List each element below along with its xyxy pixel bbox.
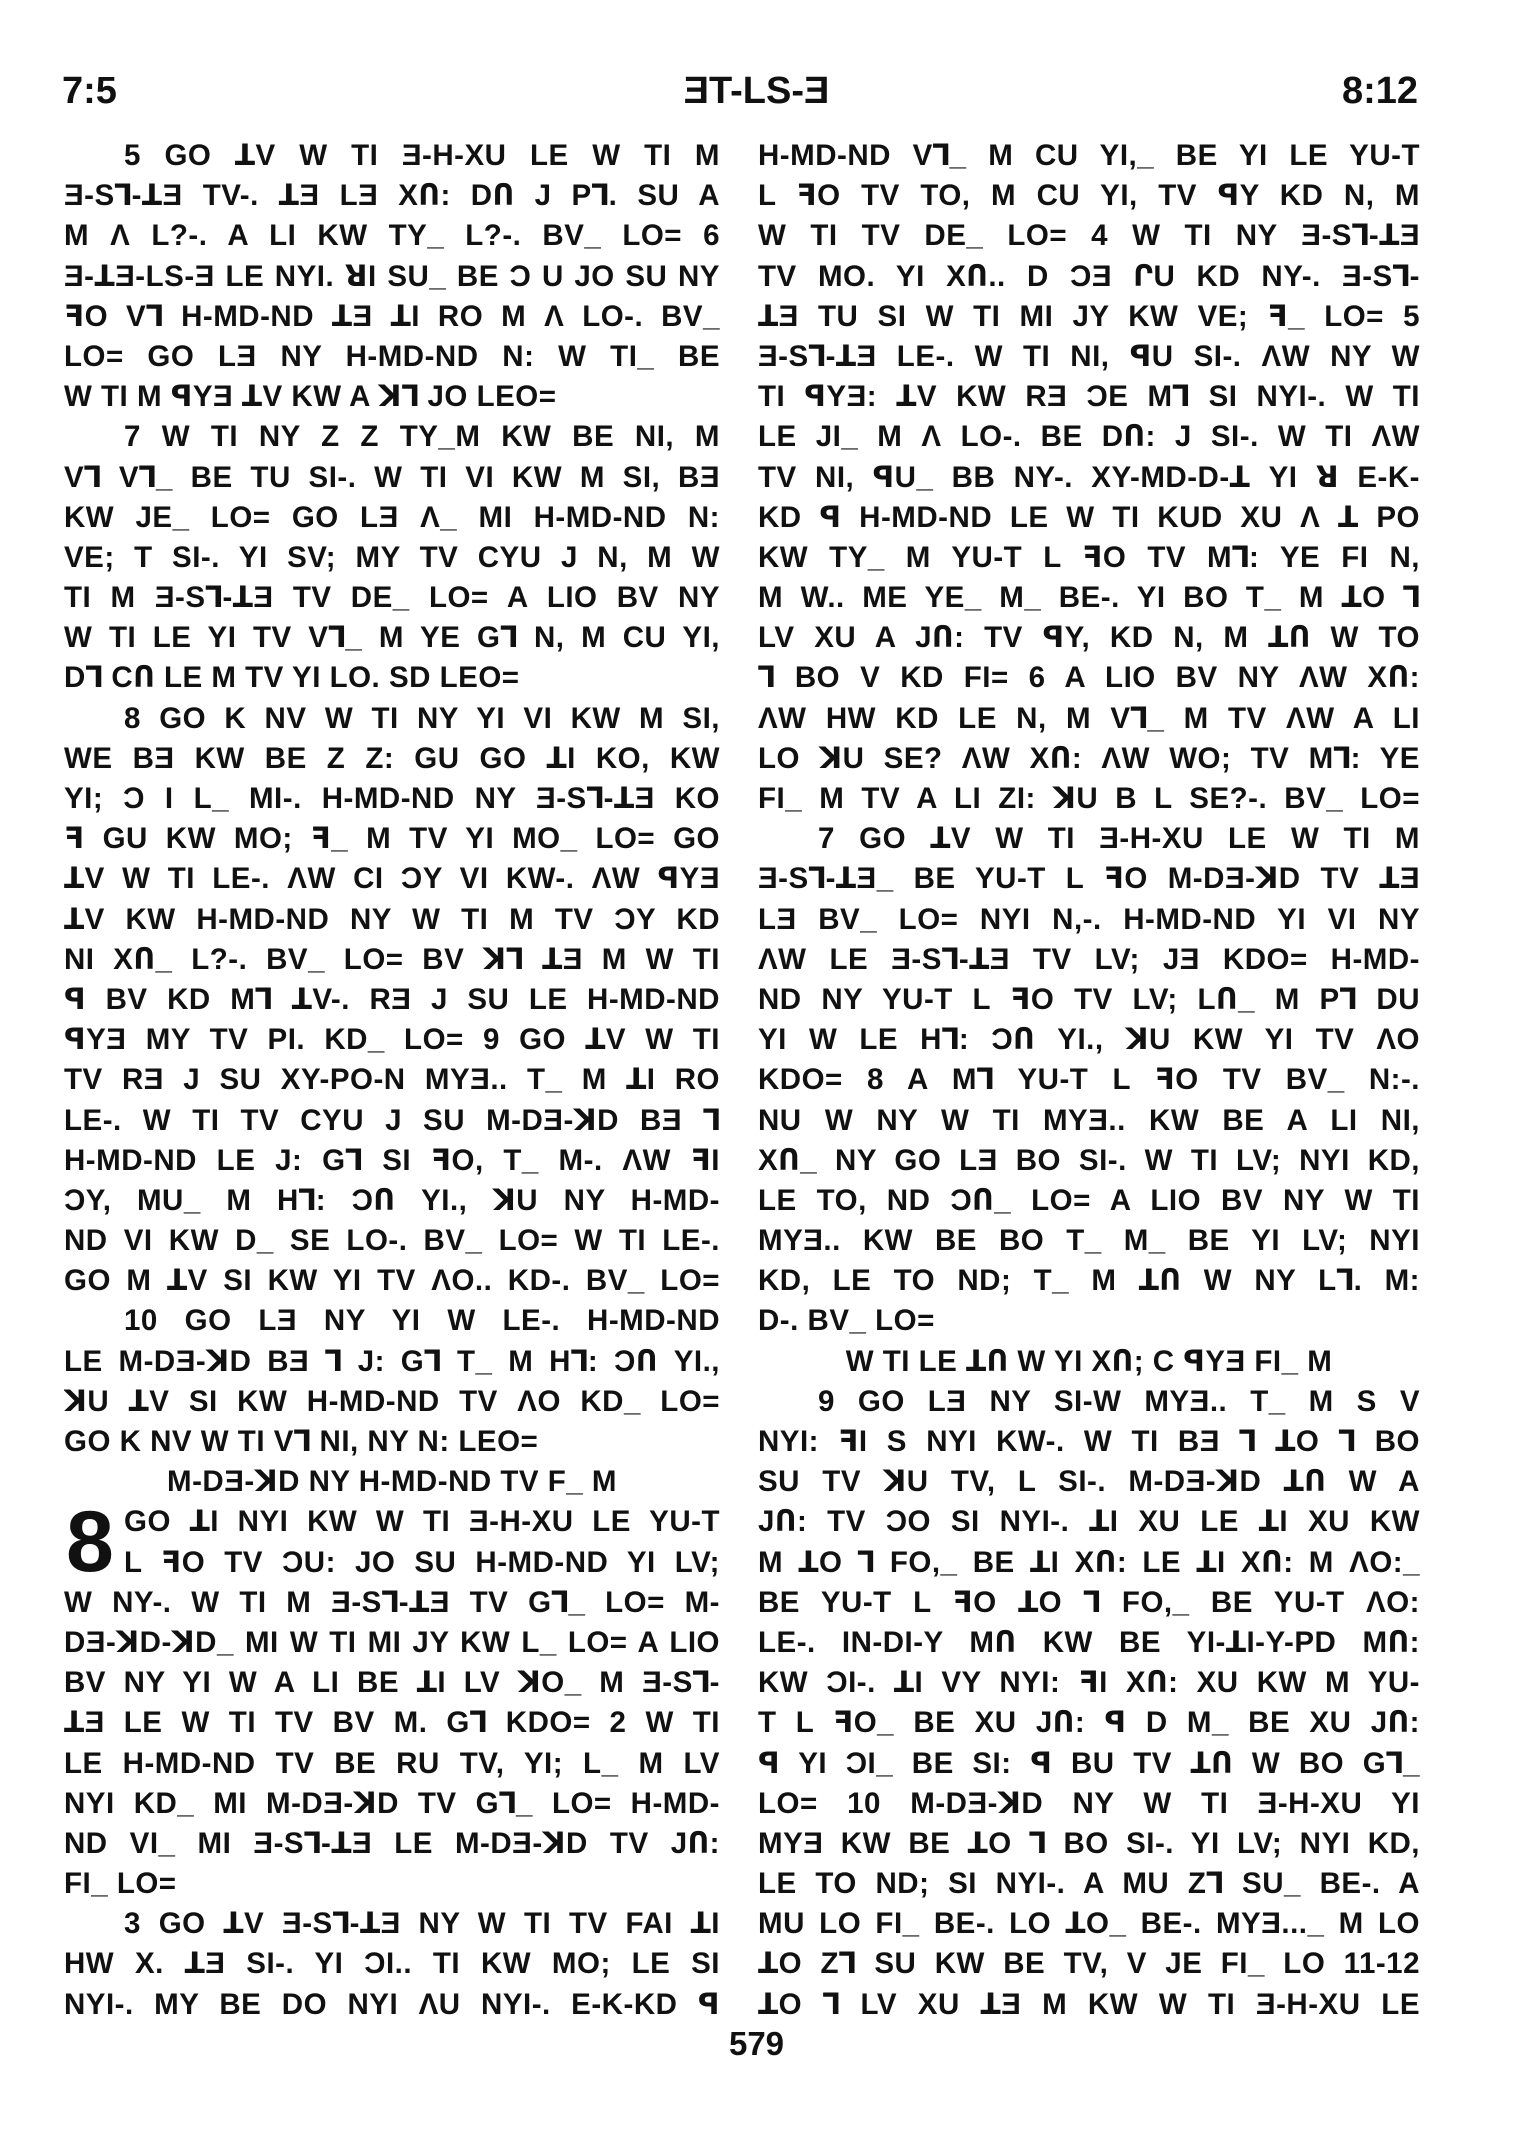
section-heading: W TI LE ꓕՈ W YI XՈ; C ꟼYƎ FI_ M — [845, 1344, 1333, 1378]
text-line: ꓘU ꓕV SI KW H-MD-ND TV ΛO KD_ LO= — [64, 1384, 720, 1418]
text-line: Ǝ-S⅂-ꓕƎ LE-. W TI NI, ꟼU SI-. ΛW NY W — [758, 339, 1420, 373]
left-column-text — [64, 136, 720, 1502]
text-line: FI_ LO= — [64, 1867, 177, 1901]
text-line: W TI TV DE_ LO= 4 W TI NY Ǝ-S⅂-ꓕƎ — [758, 219, 1420, 253]
text-line: XՈ_ NY GO LƎ BO SI-. W TI LV; NYI KD, — [758, 1143, 1420, 1177]
text-line: NYI-. MY BE DO NYI ΛU NYI-. E-K-KD ꟼ — [64, 1987, 720, 2021]
text-line: YI W LE H⅂: ƆՈ YI., ꓘU KW YI TV ΛO — [758, 1023, 1420, 1057]
text-line: T L ꟻO_ BE XU JՈ: ꟼ D M_ BE XU JՈ: — [758, 1706, 1420, 1740]
text-line: MYƎ.. KW BE BO T_ M_ BE YI LV; NYI — [758, 1224, 1420, 1258]
text-line: Ǝ-S⅂-ꓕƎ_ BE YU-T L ꟻO M-DƎ-ꓘD TV ꓕƎ — [758, 862, 1420, 896]
text-line: GO K NV W TI V⅂ NI, NY N: LEO= — [64, 1425, 539, 1458]
text-line: 9 GO LƎ NY SI-W MYƎ.. T_ M S V — [818, 1384, 1420, 1418]
text-line: KW JE_ LO= GO LƎ Λ_ MI H-MD-ND N: — [64, 500, 720, 534]
text-line: KW ƆI-. ꓕI VY NYI: ꟻI XՈ: XU KW M YU- — [758, 1666, 1420, 1700]
text-line: DƎ-ꓘD-ꓘD_ MI W TI MI JY KW L_ LO= A LIO — [64, 1625, 720, 1659]
text-line: TV NI, ꟼU_ BB NY-. XY-MD-D-ꓕ YI ꓤ E-K- — [758, 460, 1420, 494]
text-line: LE-. IN-DI-Y MՈ KW BE YI-ꓕI-Y-PD MՈ: — [758, 1625, 1420, 1659]
text-line: ꓕƎ LE W TI TV BV M. G⅂ KDO= 2 W TI — [64, 1706, 720, 1740]
text-line: LE H-MD-ND TV BE RU TV, YI; L_ M LV — [64, 1746, 720, 1780]
text-line: Ǝ-S⅂-ꓕƎ TV-. ꓕƎ LƎ XՈ: DՈ J P⅂. SU A — [64, 179, 720, 213]
text-line: ND VI_ MI Ǝ-S⅂-ꓕƎ LE M-DƎ-ꓘD TV JՈ: — [64, 1826, 720, 1860]
text-line: W NY-. W TI M Ǝ-S⅂-ꓕƎ TV G⅂_ LO= M- — [64, 1585, 720, 1619]
text-line: JՈ: TV ƆO SI NYI-. ꓕI XU LE ꓕI XU KW — [758, 1505, 1420, 1539]
text-line: LV XU A JՈ: TV ꟼY, KD N, M ꓕՈ W TO — [758, 621, 1420, 655]
text-line: YI; Ɔ I L_ MI-. H-MD-ND NY Ǝ-S⅂-ꓕƎ KO — [64, 782, 720, 815]
text-line: TV MO. YI XՈ.. D ƆƎ ՐU KD NY-. Ǝ-S⅂- — [758, 259, 1420, 293]
right-column — [758, 136, 1420, 2025]
text-line: FI_ M TV A LI ZI: ꓘU B L SE?-. BV_ LO= — [758, 782, 1420, 815]
text-line: 8 GO K NV W TI NY YI VI KW M SI, — [124, 701, 720, 735]
running-header — [0, 70, 1513, 130]
text-line: LE M-DƎ-ꓘD BƎ ⅂ J: G⅂ T_ M H⅂: ƆՈ YI., — [64, 1344, 720, 1378]
text-line: LƎ BV_ LO= NYI N,-. H-MD-ND YI VI NY — [758, 902, 1420, 936]
text-line: TI ꟼYƎ: ꓕV KW RƎ ƆE M⅂ SI NYI-. W TI — [758, 380, 1420, 414]
chapter-8-start — [64, 1494, 720, 2024]
text-line: WE BƎ KW BE Z Z: GU GO ꓕI KO, KW — [64, 741, 720, 775]
text-line: 5 GO ꓕV W TI Ǝ-H-XU LE W TI M — [124, 139, 720, 172]
text-line: HW X. ꓕƎ SI-. YI ƆI.. TI KW MO; LE SI — [64, 1947, 720, 1981]
text-line: 10 GO LƎ NY YI W LE-. H-MD-ND — [124, 1304, 720, 1338]
text-line: GO ꓕI NYI KW W TI Ǝ-H-XU LE YU-T — [124, 1505, 720, 1539]
text-line: TI M Ǝ-S⅂-ꓕƎ TV DE_ LO= A LIO BV NY — [64, 581, 720, 615]
text-line: ƆY, MU_ M H⅂: ƆՈ YI., ꓘU NY H-MD- — [64, 1183, 720, 1217]
text-line: BV NY YI W A LI BE ꓕI LV ꓘO_ M Ǝ-S⅂- — [64, 1666, 720, 1700]
text-line: W TI LE YI TV V⅂_ M YE G⅂ N, M CU YI, — [64, 621, 720, 655]
text-line: SU TV ꓘU TV, L SI-. M-DƎ-ꓘD ꓕՈ W A — [758, 1465, 1420, 1499]
text-line: W TI M ꟼYƎ ꓕV KW A ꓘ⅂ JO LEO= — [64, 380, 557, 414]
text-line: D⅂ CՈ LE M TV YI LO. SD LEO= — [64, 661, 520, 695]
text-line: KDO= 8 A M⅂ YU-T L ꟻO TV BV_ N:-. — [758, 1063, 1420, 1097]
text-line: 7 GO ꓕV W TI Ǝ-H-XU LE W TI M — [818, 822, 1420, 856]
text-line: ΛW LE Ǝ-S⅂-ꓕƎ TV LV; JƎ KDO= H-MD- — [758, 942, 1420, 976]
text-line: ꟼ BV KD M⅂ ꓕV-. RƎ J SU LE H-MD-ND — [64, 982, 720, 1016]
text-line: LO= 10 M-DƎ-ꓘD NY W TI Ǝ-H-XU YI — [758, 1786, 1420, 1820]
text-line: D-. BV_ LO= — [758, 1304, 935, 1338]
text-line: ND VI KW D_ SE LO-. BV_ LO= W TI LE-. — [64, 1224, 720, 1258]
text-line: LE TO ND; SI NYI-. A MU Z⅂ SU_ BE-. A — [758, 1867, 1420, 1901]
text-line: ND NY YU-T L ꟻO TV LV; LՈ_ M P⅂ DU — [758, 982, 1420, 1016]
text-line: NYI KD_ MI M-DƎ-ꓘD TV G⅂_ LO= H-MD- — [64, 1786, 720, 1820]
text-line: NI XՈ_ L?-. BV_ LO= BV ꓘ⅂ ꓕƎ M W TI — [64, 942, 720, 976]
text-line: LE JI_ M Λ LO-. BE DՈ: J SI-. W TI ΛW — [758, 420, 1420, 454]
text-line: ΛW HW KD LE N, M V⅂_ M TV ΛW A LI — [758, 701, 1420, 735]
left-column — [64, 136, 720, 2025]
text-line: NU W NY W TI MYƎ.. KW BE A LI NI, — [758, 1103, 1420, 1137]
chapter-dropcap: 8 — [66, 1494, 115, 1591]
text-line: Ǝ-ꓕƎ-LS-Ǝ LE NYI. ꓤI SU_ BE Ɔ U JO SU NY — [64, 259, 720, 293]
text-line: H-MD-ND LE J: G⅂ SI ꟻO, T_ M-. ΛW ꟻI — [64, 1143, 720, 1177]
text-line: MU LO FI_ BE-. LO ꓕO_ BE-. MYƎ..._ M LO — [758, 1907, 1420, 1941]
text-line: GO M ꓕV SI KW YI TV ΛO.. KD-. BV_ LO= — [64, 1264, 720, 1298]
text-line: ꓕV KW H-MD-ND NY W TI M TV ƆY KD — [64, 902, 720, 936]
text-line: LO ꓘU SE? ΛW XՈ: ΛW WO; TV M⅂: YE — [758, 741, 1420, 775]
text-line: TV RƎ J SU XY-PO-N MYƎ.. T_ M ꓕI RO — [64, 1063, 720, 1097]
text-line: 3 GO ꓕV Ǝ-S⅂-ꓕƎ NY W TI TV FAI ꓕI — [124, 1907, 720, 1941]
header-verse-start: 7:5 — [62, 70, 117, 112]
text-line: ꟻ GU KW MO; ꟻ_ M TV YI MO_ LO= GO — [64, 822, 720, 856]
text-line: M ꓕO ⅂ FO,_ BE ꓕI XՈ: LE ꓕI XՈ: M ΛO:_ — [758, 1545, 1420, 1579]
text-line: ꟻO V⅂ H-MD-ND ꓕƎ ꓕI RO M Λ LO-. BV_ — [64, 299, 720, 333]
text-line: M Λ L?-. A LI KW TY_ L?-. BV_ LO= 6 — [64, 219, 720, 253]
text-line: ꓕƎ TU SI W TI MI JY KW VE; ꟻ_ LO= 5 — [758, 299, 1420, 333]
text-line: ꟼ YI ƆI_ BE SI: ꟼ BU TV ꓕՈ W BO G⅂_ — [758, 1746, 1420, 1780]
text-line: L ꟻO TV ƆU: JO SU H-MD-ND YI LV; — [124, 1545, 720, 1579]
text-line: M W.. ME YE_ M_ BE-. YI BO T_ M ꓕO ⅂ — [758, 581, 1420, 615]
text-line: KD, LE TO ND; T_ M ꓕՈ W NY L⅂. M: — [758, 1264, 1420, 1298]
text-line: 7 W TI NY Z Z TY_M KW BE NI, M — [124, 420, 720, 454]
text-line: H-MD-ND V⅂_ M CU YI,_ BE YI LE YU-T — [758, 139, 1420, 172]
text-line: ꟼYƎ MY TV PI. KD_ LO= 9 GO ꓕV W TI — [64, 1023, 720, 1057]
page-number: 579 — [728, 2025, 785, 2062]
right-column-text — [758, 136, 1420, 2025]
text-line: NYI: ꟻI S NYI KW-. W TI BƎ ⅂ ꓕO ⅂ BO — [758, 1425, 1420, 1458]
text-line: ⅂ BO V KD FI= 6 A LIO BV NY ΛW XՈ: — [758, 661, 1420, 695]
text-line: KD ꟼ H-MD-ND LE W TI KUD XU Λ ꓕ PO — [758, 500, 1420, 534]
text-line: MYƎ KW BE ꓕO ⅂ BO SI-. YI LV; NYI KD, — [758, 1826, 1420, 1860]
text-line: VE; T SI-. YI SV; MY TV CYU J N, M W — [64, 540, 720, 574]
left-column-text-continued — [64, 1494, 720, 2024]
text-line: LE TO, ND ƆՈ_ LO= A LIO BV NY W TI — [758, 1183, 1420, 1217]
section-heading: M-DƎ-ꓘD NY H-MD-ND TV F_ M — [167, 1465, 617, 1499]
text-line: LO= GO LƎ NY H-MD-ND N: W TI_ BE — [64, 339, 720, 373]
text-line: V⅂ V⅂_ BE TU SI-. W TI VI KW M SI, BƎ — [64, 460, 720, 494]
header-verse-end: 8:12 — [1341, 70, 1418, 112]
text-line: BE YU-T L ꟻO ꓕO ⅂ FO,_ BE YU-T ΛO: — [758, 1585, 1420, 1619]
text-line: ꓕO Z⅂ SU KW BE TV, V JE FI_ LO 11-12 — [758, 1947, 1420, 1981]
header-book-title: ƎT-LS-Ǝ — [683, 70, 830, 112]
text-line: ꓕV W TI LE-. ΛW CI ƆY VI KW-. ΛW ꟼYƎ — [64, 862, 720, 896]
text-line: ꓕO ⅂ LV XU ꓕƎ M KW W TI Ǝ-H-XU LE — [758, 1987, 1420, 2021]
text-line: L ꟻO TV TO, M CU YI, TV ꟼY KD N, M — [758, 179, 1420, 213]
text-line: KW TY_ M YU-T L ꟻO TV M⅂: YE FI N, — [758, 540, 1420, 574]
text-line: LE-. W TI TV CYU J SU M-DƎ-ꓘD BƎ ⅂ — [64, 1103, 720, 1137]
